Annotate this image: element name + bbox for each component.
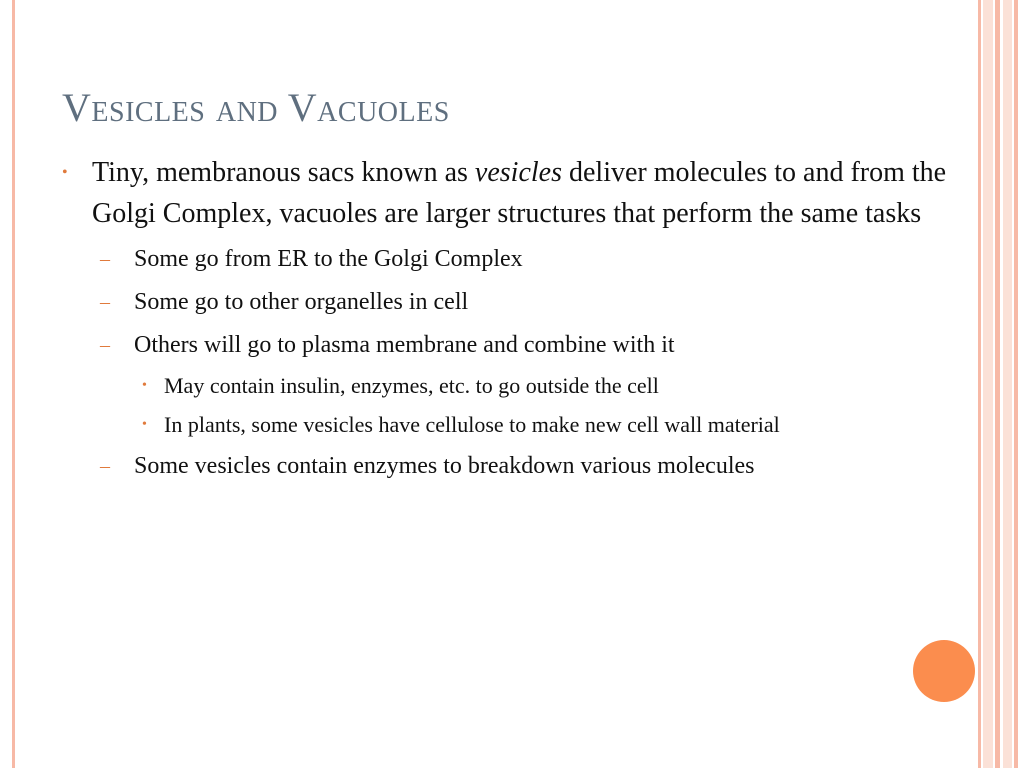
bullet-list xyxy=(62,152,962,484)
right-border-stripe xyxy=(1003,0,1012,768)
sub-bullet xyxy=(92,285,962,320)
right-border-stripe xyxy=(978,0,981,768)
decorative-orange-circle xyxy=(913,640,975,702)
sub-bullet-text: Some go from ER to the Golgi Complex xyxy=(134,246,523,272)
main-bullet-italic-term: vesicles xyxy=(474,157,562,188)
dash-icon: – xyxy=(100,455,110,477)
sub-bullet xyxy=(92,242,962,277)
dash-icon: – xyxy=(100,291,110,313)
sub-sub-bullet-text: In plants, some vesicles have cellulose to make new cell wall material xyxy=(164,412,780,437)
sub-bullet xyxy=(92,328,962,363)
right-border-stripe xyxy=(1014,0,1018,768)
right-border-stripe xyxy=(995,0,1000,768)
slide-title: Vesicles and Vacuoles xyxy=(62,85,450,130)
sub-sub-bullet-list xyxy=(132,371,962,439)
main-bullet-text-end: deliver molecules to and from the Golgi Complex, vacuoles are larger structures that perform the same tasks xyxy=(92,157,947,229)
left-border-line xyxy=(12,0,15,768)
dash-icon: – xyxy=(100,334,110,356)
sub-bullet-text: Others will go to plasma membrane and combine with it xyxy=(134,332,675,358)
sub-bullet-text: Some vesicles contain enzymes to breakdown various molecules xyxy=(134,453,755,479)
bullet-icon: • xyxy=(62,164,68,181)
sub-bullet xyxy=(92,449,962,484)
right-border-stripe xyxy=(983,0,993,768)
sub-bullet-list xyxy=(92,449,962,484)
bullet-icon: • xyxy=(142,417,147,432)
sub-bullet-text: Some go to other organelles in cell xyxy=(134,289,469,315)
main-bullet-text-start: Tiny, membranous sacs known as xyxy=(92,157,475,188)
sub-sub-bullet xyxy=(132,410,962,439)
main-bullet xyxy=(62,152,962,484)
sub-sub-bullet-text: May contain insulin, enzymes, etc. to go outside the cell xyxy=(164,373,659,398)
dash-icon: – xyxy=(100,248,110,270)
slide-content xyxy=(62,152,962,492)
sub-bullet-list xyxy=(92,242,962,363)
sub-sub-bullet xyxy=(132,371,962,400)
bullet-icon: • xyxy=(142,378,147,393)
